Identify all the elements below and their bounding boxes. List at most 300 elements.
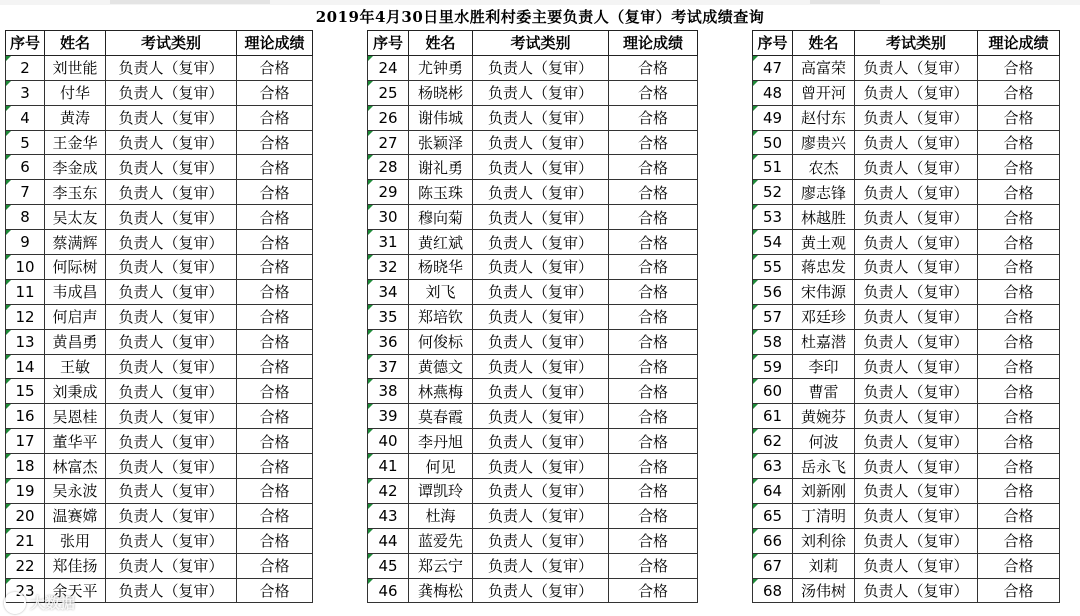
seq-cell[interactable]: 9 <box>6 230 45 255</box>
score-cell[interactable]: 合格 <box>237 304 313 329</box>
category-cell[interactable]: 负责人（复审） <box>473 80 609 105</box>
score-cell[interactable]: 合格 <box>609 479 698 504</box>
score-cell[interactable]: 合格 <box>978 553 1060 578</box>
score-header: 理论成绩 <box>978 31 1060 56</box>
category-header: 考试类别 <box>106 31 237 56</box>
seq-cell[interactable]: 68 <box>753 578 793 603</box>
name-cell[interactable]: 吴永波 <box>45 479 106 504</box>
category-cell[interactable]: 负责人（复审） <box>855 230 978 255</box>
name-cell[interactable]: 何俊标 <box>409 329 473 354</box>
score-cell[interactable]: 合格 <box>978 304 1060 329</box>
seq-cell[interactable]: 60 <box>753 379 793 404</box>
table-row <box>753 304 1060 329</box>
score-cell[interactable]: 合格 <box>609 503 698 528</box>
name-cell[interactable]: 蒋忠发 <box>793 255 855 280</box>
table-row <box>368 180 698 205</box>
category-cell[interactable]: 负责人（复审） <box>855 329 978 354</box>
score-cell[interactable]: 合格 <box>978 528 1060 553</box>
category-cell[interactable]: 负责人（复审） <box>106 354 237 379</box>
name-cell[interactable]: 杨晓彬 <box>409 80 473 105</box>
category-cell[interactable]: 负责人（复审） <box>855 205 978 230</box>
name-cell[interactable]: 杜海 <box>409 503 473 528</box>
score-cell[interactable]: 合格 <box>978 279 1060 304</box>
score-cell[interactable]: 合格 <box>609 429 698 454</box>
score-cell[interactable]: 合格 <box>978 230 1060 255</box>
page-title: 2019年4月30日里水胜利村委主要负责人（复审）考试成绩查询 <box>315 8 765 26</box>
seq-cell[interactable]: 47 <box>753 55 793 80</box>
score-cell[interactable]: 合格 <box>978 155 1060 180</box>
seq-cell[interactable]: 34 <box>368 279 409 304</box>
table-row <box>6 379 313 404</box>
score-cell[interactable]: 合格 <box>609 454 698 479</box>
seq-cell[interactable]: 7 <box>6 180 45 205</box>
seq-cell[interactable]: 31 <box>368 230 409 255</box>
category-cell[interactable]: 负责人（复审） <box>473 255 609 280</box>
seq-header: 序号 <box>753 31 793 56</box>
table-row <box>753 230 1060 255</box>
category-cell[interactable]: 负责人（复审） <box>106 454 237 479</box>
name-cell[interactable]: 黄婉芬 <box>793 404 855 429</box>
name-cell[interactable]: 刘飞 <box>409 279 473 304</box>
category-cell[interactable]: 负责人（复审） <box>855 255 978 280</box>
score-cell[interactable]: 合格 <box>978 354 1060 379</box>
score-cell[interactable]: 合格 <box>978 130 1060 155</box>
seq-cell[interactable]: 14 <box>6 354 45 379</box>
seq-cell[interactable]: 67 <box>753 553 793 578</box>
category-cell[interactable]: 负责人（复审） <box>855 354 978 379</box>
score-cell[interactable]: 合格 <box>237 155 313 180</box>
name-cell[interactable]: 岳永飞 <box>793 454 855 479</box>
seq-cell[interactable]: 10 <box>6 255 45 280</box>
score-cell[interactable]: 合格 <box>609 255 698 280</box>
name-cell[interactable]: 廖贵兴 <box>793 130 855 155</box>
table-row <box>6 180 313 205</box>
score-cell[interactable]: 合格 <box>609 553 698 578</box>
name-cell[interactable]: 高富荣 <box>793 55 855 80</box>
score-cell[interactable]: 合格 <box>609 205 698 230</box>
seq-cell[interactable]: 65 <box>753 503 793 528</box>
seq-cell[interactable]: 24 <box>368 55 409 80</box>
table-row <box>753 80 1060 105</box>
score-cell[interactable]: 合格 <box>609 55 698 80</box>
seq-cell[interactable]: 38 <box>368 379 409 404</box>
score-cell[interactable]: 合格 <box>237 454 313 479</box>
name-cell[interactable]: 李玉东 <box>45 180 106 205</box>
seq-cell[interactable]: 41 <box>368 454 409 479</box>
score-cell[interactable]: 合格 <box>609 279 698 304</box>
score-cell[interactable]: 合格 <box>609 404 698 429</box>
table-row <box>6 354 313 379</box>
score-cell[interactable]: 合格 <box>609 155 698 180</box>
score-cell[interactable]: 合格 <box>978 205 1060 230</box>
category-cell[interactable]: 负责人（复审） <box>106 578 237 603</box>
score-cell[interactable]: 合格 <box>978 503 1060 528</box>
seq-cell[interactable]: 15 <box>6 379 45 404</box>
category-cell[interactable]: 负责人（复审） <box>106 379 237 404</box>
seq-cell[interactable]: 30 <box>368 205 409 230</box>
score-cell[interactable]: 合格 <box>978 578 1060 603</box>
category-cell[interactable]: 负责人（复审） <box>473 379 609 404</box>
seq-cell[interactable]: 32 <box>368 255 409 280</box>
name-cell[interactable]: 赵付东 <box>793 105 855 130</box>
score-cell[interactable]: 合格 <box>237 105 313 130</box>
seq-cell[interactable]: 54 <box>753 230 793 255</box>
name-cell[interactable]: 张颖泽 <box>409 130 473 155</box>
results-table-1 <box>5 30 313 603</box>
seq-cell[interactable]: 51 <box>753 155 793 180</box>
seq-cell[interactable]: 46 <box>368 578 409 603</box>
score-cell[interactable]: 合格 <box>237 429 313 454</box>
category-cell[interactable]: 负责人（复审） <box>855 404 978 429</box>
category-header: 考试类别 <box>855 31 978 56</box>
name-cell[interactable]: 谭凯玲 <box>409 479 473 504</box>
seq-cell[interactable]: 29 <box>368 180 409 205</box>
seq-cell[interactable]: 61 <box>753 404 793 429</box>
category-cell[interactable]: 负责人（复审） <box>473 55 609 80</box>
score-cell[interactable]: 合格 <box>237 379 313 404</box>
name-cell[interactable]: 宋伟源 <box>793 279 855 304</box>
table-row <box>753 553 1060 578</box>
score-header: 理论成绩 <box>237 31 313 56</box>
seq-cell[interactable]: 39 <box>368 404 409 429</box>
category-cell[interactable]: 负责人（复审） <box>855 454 978 479</box>
seq-cell[interactable]: 25 <box>368 80 409 105</box>
seq-cell[interactable]: 57 <box>753 304 793 329</box>
name-cell[interactable]: 郑云宁 <box>409 553 473 578</box>
category-cell[interactable]: 负责人（复审） <box>855 180 978 205</box>
score-cell[interactable]: 合格 <box>237 404 313 429</box>
table-row <box>368 379 698 404</box>
table-row <box>753 578 1060 603</box>
seq-cell[interactable]: 59 <box>753 354 793 379</box>
category-cell[interactable]: 负责人（复审） <box>473 329 609 354</box>
name-cell[interactable]: 曾开河 <box>793 80 855 105</box>
seq-cell[interactable]: 11 <box>6 279 45 304</box>
score-cell[interactable]: 合格 <box>237 553 313 578</box>
seq-cell[interactable]: 3 <box>6 80 45 105</box>
name-cell[interactable]: 李丹旭 <box>409 429 473 454</box>
seq-cell[interactable]: 13 <box>6 329 45 354</box>
score-cell[interactable]: 合格 <box>237 55 313 80</box>
seq-cell[interactable]: 58 <box>753 329 793 354</box>
score-cell[interactable]: 合格 <box>978 479 1060 504</box>
seq-cell[interactable]: 66 <box>753 528 793 553</box>
seq-cell[interactable]: 18 <box>6 454 45 479</box>
table-row <box>6 329 313 354</box>
name-cell[interactable]: 尤钟勇 <box>409 55 473 80</box>
name-cell[interactable]: 廖志锋 <box>793 180 855 205</box>
name-cell[interactable]: 谢礼勇 <box>409 155 473 180</box>
score-cell[interactable]: 合格 <box>978 180 1060 205</box>
seq-cell[interactable]: 37 <box>368 354 409 379</box>
name-cell[interactable]: 何见 <box>409 454 473 479</box>
category-cell[interactable]: 负责人（复审） <box>473 553 609 578</box>
score-cell[interactable]: 合格 <box>237 354 313 379</box>
category-cell[interactable]: 负责人（复审） <box>855 379 978 404</box>
seq-cell[interactable]: 50 <box>753 130 793 155</box>
score-cell[interactable]: 合格 <box>978 329 1060 354</box>
category-cell[interactable]: 负责人（复审） <box>855 80 978 105</box>
seq-cell[interactable]: 23 <box>6 578 45 603</box>
table-row <box>6 205 313 230</box>
category-cell[interactable]: 负责人（复审） <box>106 105 237 130</box>
score-cell[interactable]: 合格 <box>978 80 1060 105</box>
seq-cell[interactable]: 55 <box>753 255 793 280</box>
category-cell[interactable]: 负责人（复审） <box>473 354 609 379</box>
score-cell[interactable]: 合格 <box>609 329 698 354</box>
category-cell[interactable]: 负责人（复审） <box>106 304 237 329</box>
name-cell[interactable]: 谢伟城 <box>409 105 473 130</box>
name-cell[interactable]: 吴恩桂 <box>45 404 106 429</box>
category-cell[interactable]: 负责人（复审） <box>106 55 237 80</box>
seq-cell[interactable]: 2 <box>6 55 45 80</box>
name-cell[interactable]: 温赛嫦 <box>45 503 106 528</box>
name-cell[interactable]: 龚梅松 <box>409 578 473 603</box>
score-cell[interactable]: 合格 <box>237 279 313 304</box>
seq-cell[interactable]: 45 <box>368 553 409 578</box>
table-row <box>368 578 698 603</box>
seq-cell[interactable]: 44 <box>368 528 409 553</box>
table-row <box>6 503 313 528</box>
name-cell[interactable]: 穆向菊 <box>409 205 473 230</box>
name-cell[interactable]: 黄土观 <box>793 230 855 255</box>
table-row <box>753 479 1060 504</box>
name-cell[interactable]: 刘秉成 <box>45 379 106 404</box>
category-cell[interactable]: 负责人（复审） <box>106 553 237 578</box>
score-cell[interactable]: 合格 <box>978 255 1060 280</box>
score-cell[interactable]: 合格 <box>237 205 313 230</box>
category-header: 考试类别 <box>473 31 609 56</box>
table-row <box>6 454 313 479</box>
seq-cell[interactable]: 16 <box>6 404 45 429</box>
seq-cell[interactable]: 62 <box>753 429 793 454</box>
table-row <box>6 279 313 304</box>
category-cell[interactable]: 负责人（复审） <box>106 230 237 255</box>
seq-cell[interactable]: 52 <box>753 180 793 205</box>
table-row <box>753 155 1060 180</box>
score-cell[interactable]: 合格 <box>609 578 698 603</box>
category-cell[interactable]: 负责人（复审） <box>473 279 609 304</box>
score-cell[interactable]: 合格 <box>609 105 698 130</box>
category-cell[interactable]: 负责人（复审） <box>855 528 978 553</box>
score-cell[interactable]: 合格 <box>978 404 1060 429</box>
name-cell[interactable]: 付华 <box>45 80 106 105</box>
name-cell[interactable]: 郑佳扬 <box>45 553 106 578</box>
name-cell[interactable]: 陈玉珠 <box>409 180 473 205</box>
name-cell[interactable]: 黄德文 <box>409 354 473 379</box>
category-cell[interactable]: 负责人（复审） <box>855 429 978 454</box>
seq-cell[interactable]: 64 <box>753 479 793 504</box>
table-row <box>6 55 313 80</box>
table-row <box>368 230 698 255</box>
score-cell[interactable]: 合格 <box>978 105 1060 130</box>
seq-header: 序号 <box>368 31 409 56</box>
category-cell[interactable]: 负责人（复审） <box>473 304 609 329</box>
seq-header: 序号 <box>6 31 45 56</box>
category-cell[interactable]: 负责人（复审） <box>106 528 237 553</box>
name-cell[interactable]: 张用 <box>45 528 106 553</box>
category-cell[interactable]: 负责人（复审） <box>473 429 609 454</box>
category-cell[interactable]: 负责人（复审） <box>473 404 609 429</box>
category-cell[interactable]: 负责人（复审） <box>106 80 237 105</box>
score-cell[interactable]: 合格 <box>978 429 1060 454</box>
seq-cell[interactable]: 8 <box>6 205 45 230</box>
name-cell[interactable]: 李印 <box>793 354 855 379</box>
category-cell[interactable]: 负责人（复审） <box>855 304 978 329</box>
seq-cell[interactable]: 28 <box>368 155 409 180</box>
name-cell[interactable]: 杨晓华 <box>409 255 473 280</box>
seq-cell[interactable]: 12 <box>6 304 45 329</box>
category-cell[interactable]: 负责人（复审） <box>855 105 978 130</box>
name-cell[interactable]: 蔡满辉 <box>45 230 106 255</box>
seq-cell[interactable]: 21 <box>6 528 45 553</box>
table-row <box>753 255 1060 280</box>
category-cell[interactable]: 负责人（复审） <box>473 454 609 479</box>
category-cell[interactable]: 负责人（复审） <box>855 503 978 528</box>
seq-cell[interactable]: 49 <box>753 105 793 130</box>
name-cell[interactable]: 莫春霞 <box>409 404 473 429</box>
seq-cell[interactable]: 35 <box>368 304 409 329</box>
table-row <box>368 105 698 130</box>
category-cell[interactable]: 负责人（复审） <box>473 180 609 205</box>
category-cell[interactable]: 负责人（复审） <box>855 155 978 180</box>
name-cell[interactable]: 丁清明 <box>793 503 855 528</box>
score-cell[interactable]: 合格 <box>609 379 698 404</box>
category-cell[interactable]: 负责人（复审） <box>855 55 978 80</box>
results-table-2 <box>367 30 698 603</box>
table-row <box>753 279 1060 304</box>
name-cell[interactable]: 王金华 <box>45 130 106 155</box>
category-cell[interactable]: 负责人（复审） <box>473 479 609 504</box>
name-cell[interactable]: 邓廷珍 <box>793 304 855 329</box>
category-cell[interactable]: 负责人（复审） <box>106 479 237 504</box>
name-cell[interactable]: 董华平 <box>45 429 106 454</box>
score-cell[interactable]: 合格 <box>237 255 313 280</box>
seq-cell[interactable]: 4 <box>6 105 45 130</box>
seq-cell[interactable]: 26 <box>368 105 409 130</box>
seq-cell[interactable]: 20 <box>6 503 45 528</box>
seq-cell[interactable]: 53 <box>753 205 793 230</box>
category-cell[interactable]: 负责人（复审） <box>106 130 237 155</box>
name-cell[interactable]: 林富杰 <box>45 454 106 479</box>
category-cell[interactable]: 负责人（复审） <box>473 130 609 155</box>
score-cell[interactable]: 合格 <box>609 80 698 105</box>
seq-cell[interactable]: 6 <box>6 155 45 180</box>
name-cell[interactable]: 曹雷 <box>793 379 855 404</box>
seq-cell[interactable]: 36 <box>368 329 409 354</box>
category-cell[interactable]: 负责人（复审） <box>473 503 609 528</box>
name-cell[interactable]: 农杰 <box>793 155 855 180</box>
score-cell[interactable]: 合格 <box>609 354 698 379</box>
category-cell[interactable]: 负责人（复审） <box>106 205 237 230</box>
category-cell[interactable]: 负责人（复审） <box>106 503 237 528</box>
category-cell[interactable]: 负责人（复审） <box>855 130 978 155</box>
score-cell[interactable]: 合格 <box>237 180 313 205</box>
category-cell[interactable]: 负责人（复审） <box>106 429 237 454</box>
score-cell[interactable]: 合格 <box>609 304 698 329</box>
seq-cell[interactable]: 48 <box>753 80 793 105</box>
score-cell[interactable]: 合格 <box>237 528 313 553</box>
name-cell[interactable]: 李金成 <box>45 155 106 180</box>
seq-cell[interactable]: 22 <box>6 553 45 578</box>
score-cell[interactable]: 合格 <box>237 130 313 155</box>
score-cell[interactable]: 合格 <box>237 479 313 504</box>
name-cell[interactable]: 蓝爱先 <box>409 528 473 553</box>
category-cell[interactable]: 负责人（复审） <box>473 528 609 553</box>
score-cell[interactable]: 合格 <box>609 180 698 205</box>
seq-cell[interactable]: 17 <box>6 429 45 454</box>
seq-cell[interactable]: 27 <box>368 130 409 155</box>
name-cell[interactable]: 汤伟树 <box>793 578 855 603</box>
category-cell[interactable]: 负责人（复审） <box>473 230 609 255</box>
seq-cell[interactable]: 40 <box>368 429 409 454</box>
name-cell[interactable]: 黄昌勇 <box>45 329 106 354</box>
category-cell[interactable]: 负责人（复审） <box>473 155 609 180</box>
name-cell[interactable]: 吴太友 <box>45 205 106 230</box>
score-cell[interactable]: 合格 <box>978 379 1060 404</box>
name-cell[interactable]: 黄红斌 <box>409 230 473 255</box>
seq-cell[interactable]: 56 <box>753 279 793 304</box>
score-cell[interactable]: 合格 <box>609 230 698 255</box>
name-cell[interactable]: 林越胜 <box>793 205 855 230</box>
name-cell[interactable]: 韦成昌 <box>45 279 106 304</box>
score-cell[interactable]: 合格 <box>237 503 313 528</box>
category-cell[interactable]: 负责人（复审） <box>473 105 609 130</box>
score-cell[interactable]: 合格 <box>237 578 313 603</box>
table-row <box>368 279 698 304</box>
category-cell[interactable]: 负责人（复审） <box>106 329 237 354</box>
category-cell[interactable]: 负责人（复审） <box>855 578 978 603</box>
table-row <box>753 454 1060 479</box>
category-cell[interactable]: 负责人（复审） <box>855 279 978 304</box>
name-cell[interactable]: 何际树 <box>45 255 106 280</box>
name-cell[interactable]: 刘新刚 <box>793 479 855 504</box>
category-cell[interactable]: 负责人（复审） <box>106 255 237 280</box>
score-cell[interactable]: 合格 <box>609 528 698 553</box>
name-cell[interactable]: 黄涛 <box>45 105 106 130</box>
seq-cell[interactable]: 19 <box>6 479 45 504</box>
category-cell[interactable]: 负责人（复审） <box>106 155 237 180</box>
score-cell[interactable]: 合格 <box>237 230 313 255</box>
category-cell[interactable]: 负责人（复审） <box>473 578 609 603</box>
name-cell[interactable]: 刘利徐 <box>793 528 855 553</box>
score-cell[interactable]: 合格 <box>237 329 313 354</box>
score-cell[interactable]: 合格 <box>978 55 1060 80</box>
category-cell[interactable]: 负责人（复审） <box>855 479 978 504</box>
score-cell[interactable]: 合格 <box>978 454 1060 479</box>
seq-cell[interactable]: 63 <box>753 454 793 479</box>
name-cell[interactable]: 王敏 <box>45 354 106 379</box>
score-cell[interactable]: 合格 <box>237 80 313 105</box>
name-cell[interactable]: 何启声 <box>45 304 106 329</box>
score-cell[interactable]: 合格 <box>609 130 698 155</box>
name-cell[interactable]: 何波 <box>793 429 855 454</box>
category-cell[interactable]: 负责人（复审） <box>106 404 237 429</box>
category-cell[interactable]: 负责人（复审） <box>855 553 978 578</box>
name-cell[interactable]: 杜嘉潜 <box>793 329 855 354</box>
category-cell[interactable]: 负责人（复审） <box>106 279 237 304</box>
seq-cell[interactable]: 43 <box>368 503 409 528</box>
name-cell[interactable]: 余天平 <box>45 578 106 603</box>
name-cell[interactable]: 刘世能 <box>45 55 106 80</box>
category-cell[interactable]: 负责人（复审） <box>473 205 609 230</box>
name-cell[interactable]: 林燕梅 <box>409 379 473 404</box>
seq-cell[interactable]: 5 <box>6 130 45 155</box>
name-cell[interactable]: 郑培钦 <box>409 304 473 329</box>
seq-cell[interactable]: 42 <box>368 479 409 504</box>
name-cell[interactable]: 刘莉 <box>793 553 855 578</box>
category-cell[interactable]: 负责人（复审） <box>106 180 237 205</box>
